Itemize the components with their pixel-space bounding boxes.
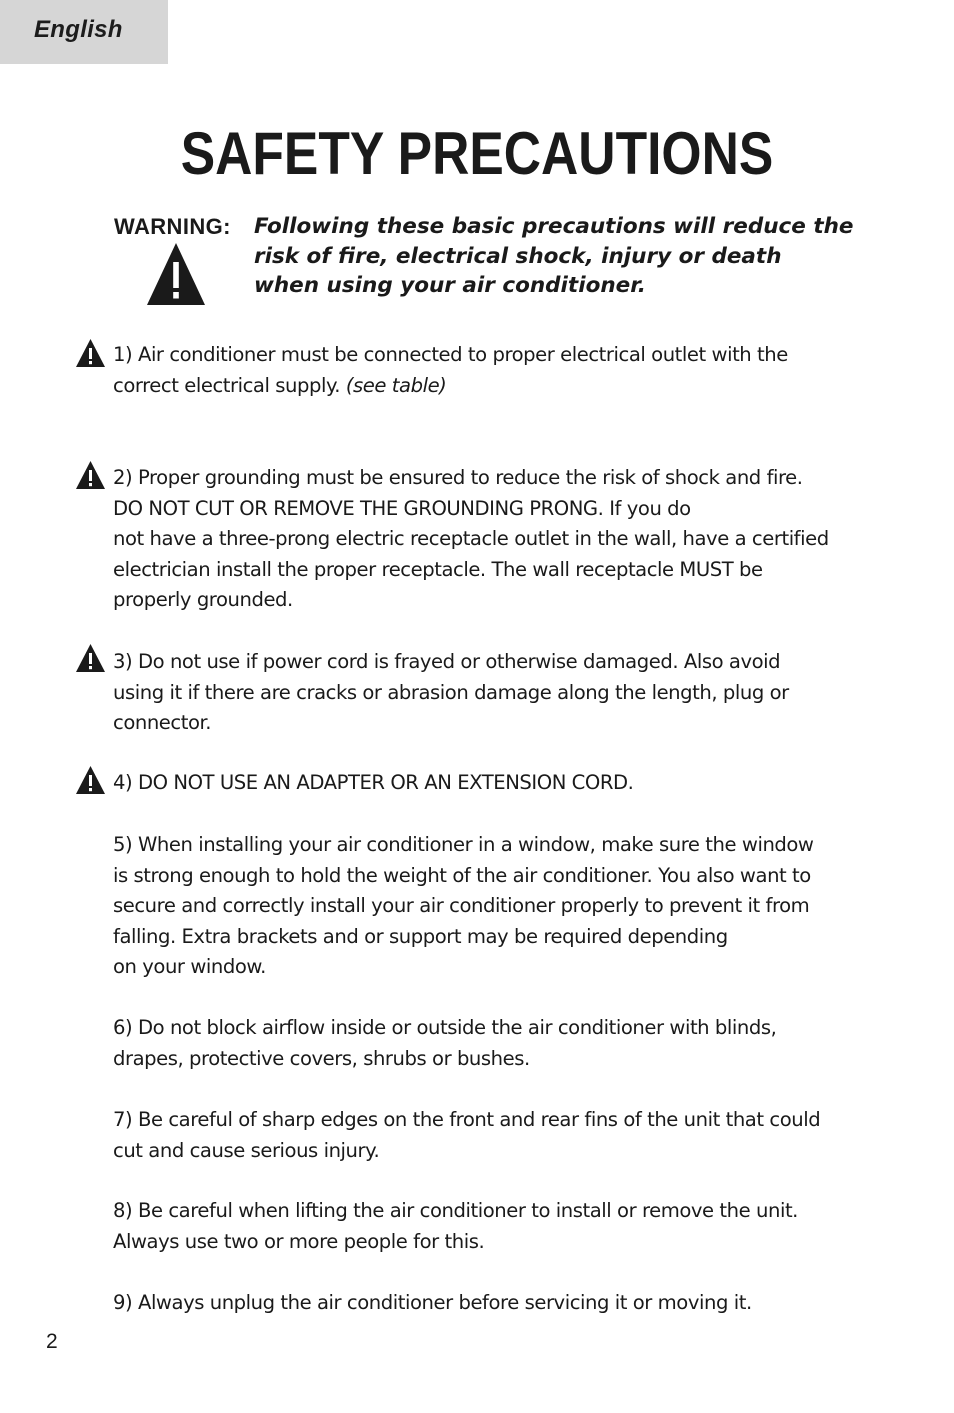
item-line: drapes, protective covers, shrubs or bushes. (113, 1046, 530, 1070)
item-line: properly grounded. (113, 588, 293, 612)
item-line: falling. Extra brackets and or support may be required depending (113, 924, 728, 948)
warning-label: WARNING: (114, 214, 231, 239)
item-line: 5) When installing your air conditioner in a window, make sure the window (113, 833, 814, 856)
item-line: connector. (113, 711, 212, 735)
warning-line: risk of fire, electrical shock, injury or death (254, 243, 782, 269)
item-line: 2) Proper grounding must be ensured to reduce the risk of shock and fire. (113, 466, 803, 489)
warning-triangle-icon (75, 460, 106, 490)
precaution-item-9 (113, 1288, 853, 1319)
warning-triangle-icon (75, 765, 106, 795)
language-tab-label: English (34, 16, 123, 43)
precaution-item-4 (113, 768, 853, 799)
item-line: 9) Always unplug the air conditioner before servicing it or moving it. (113, 1291, 752, 1314)
precaution-item-2 (113, 463, 853, 616)
see-table-note: (see table) (345, 373, 447, 397)
precaution-item-8 (113, 1196, 853, 1257)
precaution-item-7 (113, 1105, 853, 1166)
item-line: on your window. (113, 955, 266, 979)
item-line: DO NOT CUT OR REMOVE THE GROUNDING PRONG. If you do (113, 496, 691, 520)
precaution-item-5 (113, 830, 853, 983)
page-number: 2 (46, 1330, 58, 1353)
item-line: using it if there are cracks or abrasion damage along the length, plug or (113, 680, 789, 704)
item-line: not have a three-prong electric receptacle outlet in the wall, have a certified (113, 527, 829, 551)
precaution-item-6 (113, 1013, 853, 1074)
item-line: correct electrical supply. (see table) (113, 373, 447, 397)
item-line: is strong enough to hold the weight of the air conditioner. You also want to (113, 863, 811, 887)
page-title: SAFETY PRECAUTIONS (180, 120, 774, 187)
warning-triangle-icon (146, 242, 206, 306)
item-line: 1) Air conditioner must be connected to proper electrical outlet with the (113, 343, 788, 366)
item-line: 6) Do not block airflow inside or outside the air conditioner with blinds, (113, 1016, 777, 1039)
precaution-item-1 (113, 340, 853, 401)
warning-statement (254, 212, 894, 301)
item-line: secure and correctly install your air conditioner properly to prevent it from (113, 894, 810, 918)
item-line: 3) Do not use if power cord is frayed or otherwise damaged. Also avoid (113, 650, 781, 673)
item-line: electrician install the proper receptacle. The wall receptacle MUST be (113, 557, 763, 581)
language-tab (0, 0, 168, 64)
precaution-item-3 (113, 647, 853, 739)
item-line: 4) DO NOT USE AN ADAPTER OR AN EXTENSION CORD. (113, 771, 634, 794)
warning-triangle-icon (75, 338, 106, 368)
item-line: cut and cause serious injury. (113, 1138, 380, 1162)
warning-line: Following these basic precautions will reduce the (254, 214, 854, 239)
warning-line: when using your air conditioner. (254, 273, 646, 298)
item-line: Always use two or more people for this. (113, 1229, 485, 1253)
item-line: 7) Be careful of sharp edges on the front and rear fins of the unit that could (113, 1108, 821, 1131)
warning-triangle-icon (75, 643, 106, 673)
item-line: 8) Be careful when lifting the air conditioner to install or remove the unit. (113, 1199, 798, 1222)
